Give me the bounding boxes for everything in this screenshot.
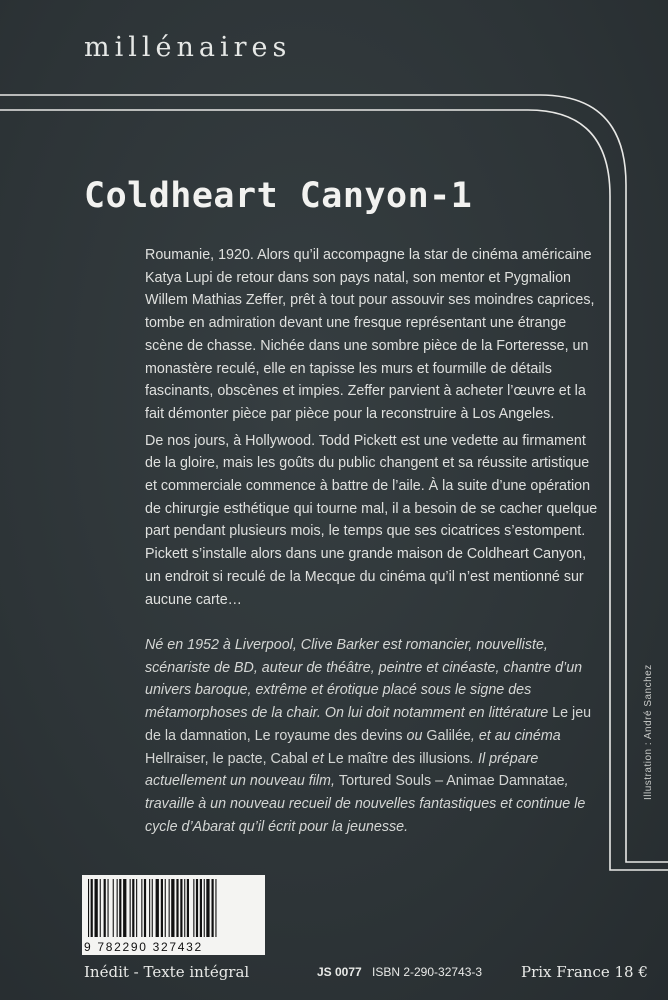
bio-text: ou	[402, 727, 427, 744]
bio-work-title: Le maître des illusions	[327, 750, 471, 767]
book-title: Coldheart Canyon-1	[84, 176, 473, 216]
blurb-paragraph: De nos jours, à Hollywood. Todd Pickett est une vedette au firmament de la gloire, mais les goûts du public changent et sa réussite artistique et commerciale commence à battre de l’aile. À la suite d’une opération de chirurgie esthétique qui tourne mal, il a besoin de se cacher quelque part pendant plusieurs mois, le temps que ses cicatrices s’estompent. Pickett s’installe alors dans une grande maison de Coldheart Canyon, un endroit si reculé de la Mecque du cinéma qu’il n’est mentionné sur aucune carte…	[145, 432, 598, 608]
price: Prix France 18 €	[521, 963, 648, 981]
bio-work-title: Galilée	[426, 727, 471, 744]
barcode	[82, 875, 265, 955]
bio-work-title: Tortured Souls – Animae Damnatae	[338, 773, 565, 790]
barcode-bars	[88, 879, 260, 937]
isbn: ISBN 2-290-32743-3	[372, 965, 483, 979]
illustration-credit: Illustration : André Sanchez	[643, 664, 654, 800]
author-bio	[145, 634, 605, 838]
bio-work-title: Hellraiser, le pacte, Cabal	[145, 750, 308, 767]
bio-text: Né en 1952 à Liverpool, Clive Barker est romancier, nouvelliste, scénariste de BD, auteur de théâtre, peintre et cinéaste, chantre d’un univers baroque, extrême et érotique placé sous le signe des métamorphoses de la chair. On lui doit notamment en littérature	[145, 637, 583, 722]
bio-text: . Il prépare actuellement un nouveau film,	[145, 750, 539, 790]
edition-note: Inédit - Texte intégral	[84, 963, 250, 981]
bio-text: et	[307, 750, 328, 767]
bio-text: , et au cinéma	[470, 727, 561, 744]
bio-text: , travaille à un nouveau recueil de nouvelles fantastiques et continue le cycle d’Abarat qu’il écrit pour la jeunesse.	[145, 773, 586, 835]
bio-work-title: Le jeu de la damnation, Le royaume des devins	[145, 705, 592, 744]
series-name: millénaires	[84, 32, 292, 63]
blurb	[145, 244, 605, 615]
blurb-paragraph: Roumanie, 1920. Alors qu’il accompagne la star de cinéma américaine Katya Lupi de retour dans son pays natal, son mentor et Pygmalion Willem Mathias Zeffer, prêt à tout pour assouvir ses moindres caprices, tombe en admiration devant une fresque représentant une étrange scène de chasse. Nichée dans une sombre pièce de la Forteresse, un monastère reculé, elle en tapisse les murs et fourmille de détails fascinants, obscènes et impies. Zeffer parvient à acheter l’œuvre et la fait démonter pièce par pièce pour la reconstruire à Los Angeles.	[145, 247, 595, 422]
series-code: JS 0077	[317, 965, 362, 979]
barcode-number: 9 782290 327432	[84, 940, 203, 954]
